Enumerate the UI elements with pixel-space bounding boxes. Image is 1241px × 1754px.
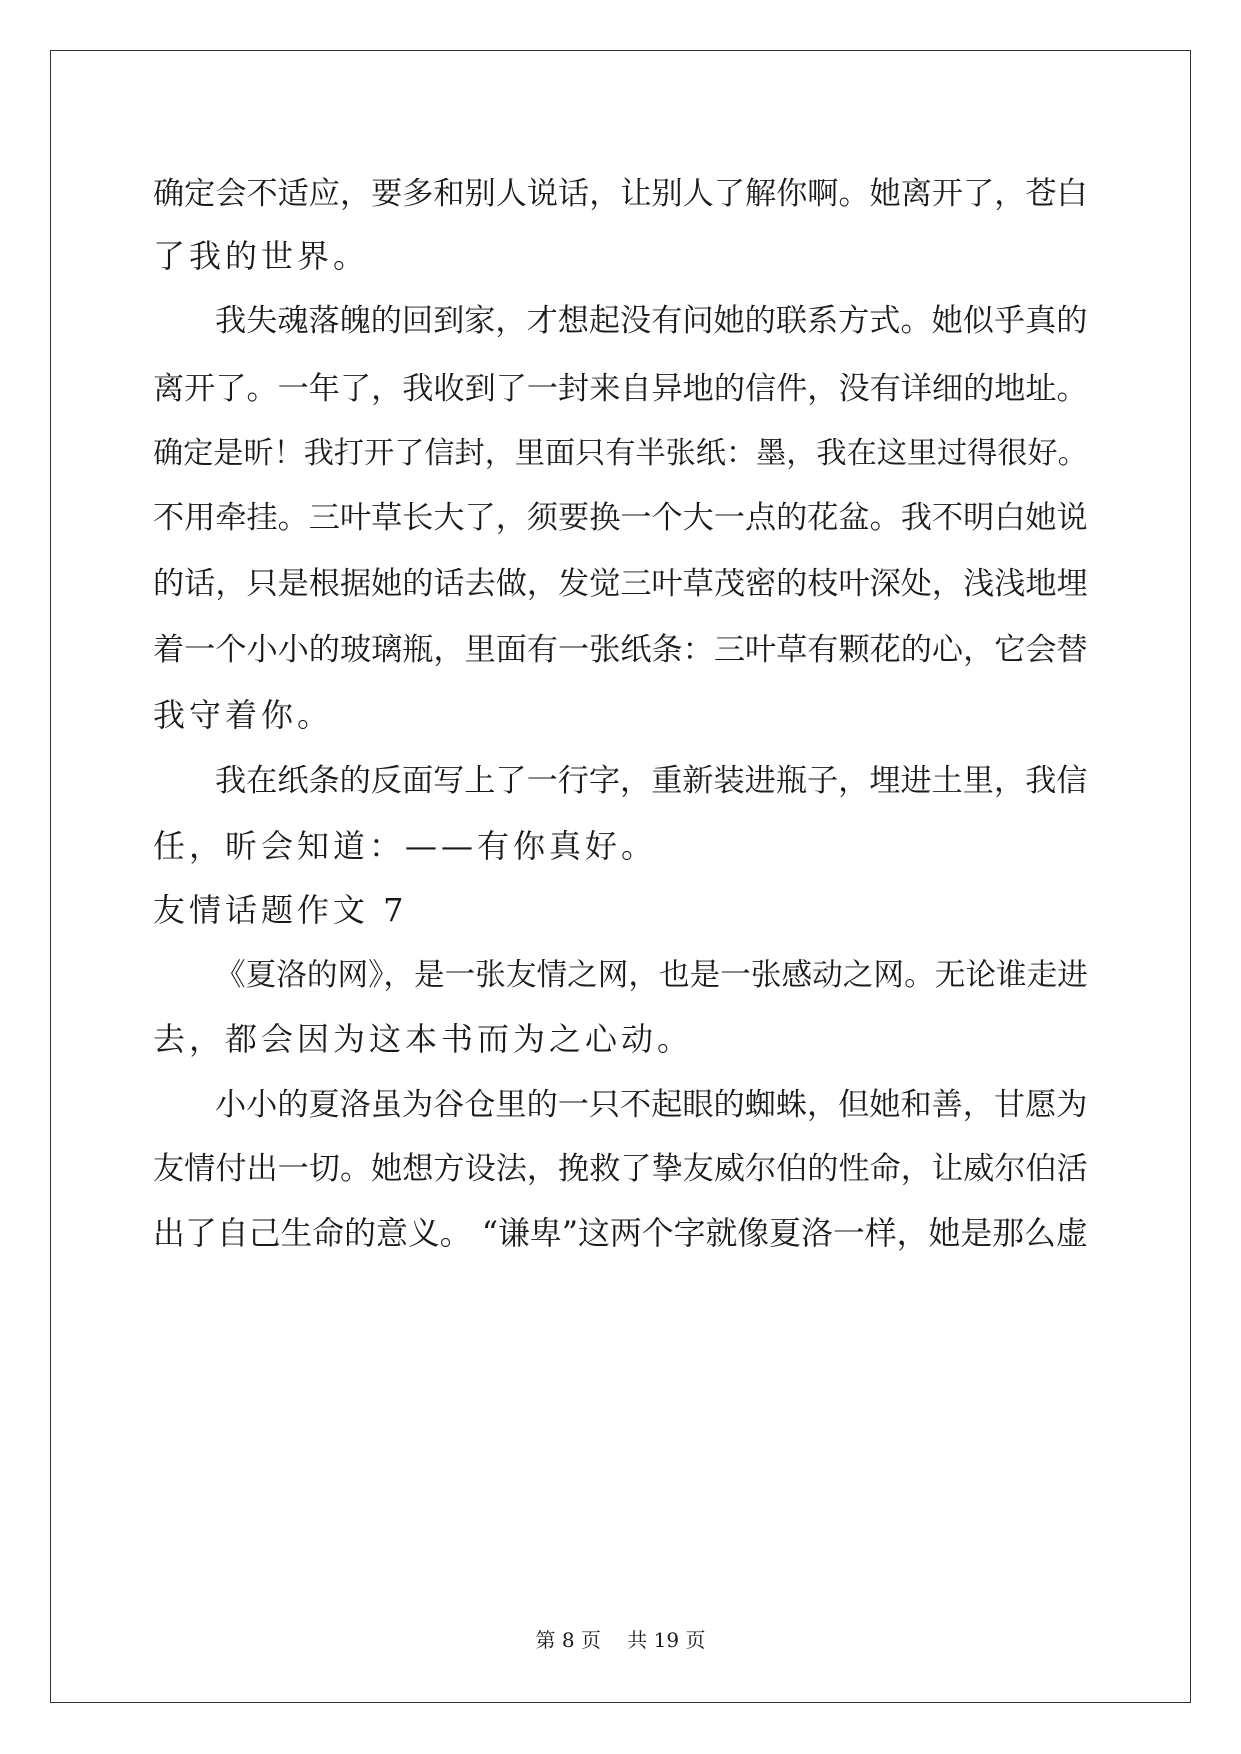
text-line: 的话，只是根据她的话去做，发觉三叶草茂密的枝叶深处，浅浅地埋 <box>153 566 1088 602</box>
text-line: 出了自己生命的意义。 “谦卑”这两个字就像夏洛一样，她是那么虚 <box>153 1214 1088 1252</box>
text-line: 我在纸条的反面写上了一行字，重新装进瓶子，埋进土里，我信 <box>215 763 1088 799</box>
text-line: 不用牵挂。三叶草长大了，须要换一个大一点的花盆。我不明白她说 <box>153 500 1088 536</box>
text-line: 小小的夏洛虽为谷仓里的一只不起眼的蜘蛛，但她和善，甘愿为 <box>215 1087 1088 1123</box>
text-line: 我守着你。 <box>153 696 334 734</box>
page-number: 第 8 页 共 19 页 <box>535 1628 706 1652</box>
text-line: 去，都会因为这本书而为之心动。 <box>153 1020 694 1058</box>
section-heading: 友情话题作文 7 <box>153 891 408 929</box>
text-line: 任，昕会知道：——有你真好。 <box>153 827 658 865</box>
text-line: 《夏洛的网》，是一张友情之网，也是一张感动之网。无论谁走进 <box>215 958 1088 993</box>
page-border <box>50 50 1191 1703</box>
text-line: 友情付出一切。她想方设法，挽救了挚友威尔伯的性命，让威尔伯活 <box>153 1151 1088 1187</box>
text-line: 我失魂落魄的回到家，才想起没有问她的联系方式。她似乎真的 <box>215 303 1088 339</box>
text-line: 确定会不适应，要多和别人说话，让别人了解你啊。她离开了，苍白 <box>153 176 1088 212</box>
text-line: 了我的世界。 <box>153 237 370 275</box>
text-line: 离开了。一年了，我收到了一封来自异地的信件，没有详细的地址。 <box>153 371 1088 407</box>
text-line: 确定是昕！我打开了信封，里面只有半张纸：墨，我在这里过得很好。 <box>153 436 1088 471</box>
text-line: 着一个小小的玻璃瓶，里面有一张纸条：三叶草有颗花的心，它会替 <box>153 632 1088 668</box>
